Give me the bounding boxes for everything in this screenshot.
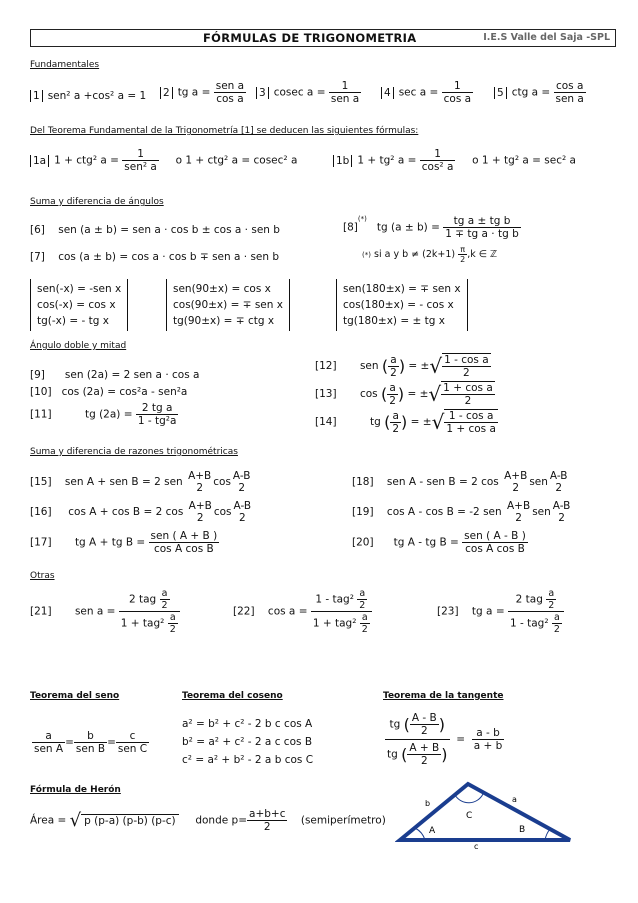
section-tangente: Teorema de la tangente	[383, 691, 504, 701]
numerator: 1 - cos a	[444, 354, 489, 366]
equals: =	[65, 736, 74, 749]
formula-tag: [23]	[437, 605, 459, 618]
heron-lhs: Área =	[30, 814, 67, 827]
fraction	[388, 354, 399, 379]
identity-line: sen(180±x) = ∓ sen x	[343, 283, 461, 295]
denominator: 1 - tg²a	[137, 415, 177, 427]
numerator: tg ( $\frac{A - B}{2}$ )	[389, 712, 445, 737]
fraction	[472, 727, 505, 752]
formula-6	[30, 224, 280, 236]
fraction	[311, 588, 372, 635]
vertex-label-C: C	[466, 811, 473, 821]
fraction	[136, 402, 179, 427]
formula-tag: 3	[256, 87, 269, 99]
formula-1b	[333, 148, 576, 173]
formula-16	[30, 500, 253, 524]
formula-lhs: tg A - tg B =	[393, 536, 459, 549]
section-fundamentales: Fundamentales	[30, 60, 100, 70]
denominator: sen A	[34, 743, 64, 755]
numerator: A-B	[552, 500, 571, 512]
fraction	[458, 245, 467, 264]
fraction	[546, 588, 556, 611]
denominator-text: 1 + tag²	[312, 617, 357, 630]
denominator: 2	[555, 482, 563, 494]
formula-tag: [8]	[343, 221, 358, 234]
heron-note: (semiperímetro)	[300, 814, 386, 827]
formula-8	[343, 215, 521, 240]
formula-lhs: ctg a =	[511, 86, 551, 99]
fraction	[551, 500, 573, 524]
formula-15	[30, 470, 253, 494]
identity-line: cos(180±x) = - cos x	[343, 299, 454, 311]
fraction	[407, 742, 441, 767]
fraction	[329, 80, 361, 105]
numerator: a	[548, 588, 555, 599]
fraction	[552, 612, 562, 635]
denominator: a + b	[473, 740, 503, 752]
denominator-text: 1 + tag²	[120, 617, 165, 630]
numerator: A+B	[188, 470, 212, 482]
fraction	[387, 382, 398, 407]
side-label-b: b	[425, 799, 431, 808]
formula-tag: [15]	[30, 476, 52, 488]
formula-mid: sen	[532, 506, 551, 518]
formula-tag: [6]	[30, 224, 45, 236]
denominator: 2	[196, 512, 204, 524]
formula-lhs: cosec a =	[273, 86, 326, 99]
formula-eq: = ±	[407, 388, 429, 400]
denominator: cos a	[443, 93, 472, 105]
numerator: sen a	[215, 80, 245, 92]
formula-tag: [17]	[30, 536, 52, 549]
formula-mid: sen	[529, 476, 548, 488]
fraction	[116, 730, 149, 755]
formula-fn: cos	[359, 388, 378, 400]
denominator	[119, 611, 180, 635]
denominator: 2	[238, 512, 246, 524]
formula-3	[256, 80, 361, 105]
formula-text: sen² a +cos² a = 1	[47, 90, 147, 102]
denominator: sen a	[330, 93, 360, 105]
numerator-text: 1 - tag²	[315, 593, 354, 606]
formula-text: cos (2a) = cos²a - sen²a	[61, 386, 188, 398]
fraction	[160, 588, 170, 611]
numerator	[311, 588, 372, 611]
identity-line: sen(90±x) = cos x	[173, 283, 271, 295]
fraction	[385, 712, 450, 767]
formula-alt: o 1 + ctg² a = cosec² a	[175, 154, 298, 167]
section-doble: Ángulo doble y mitad	[30, 341, 127, 351]
denominator: 2	[515, 512, 522, 524]
formula-tag: [7]	[30, 251, 45, 263]
formula-tag: 2	[160, 87, 173, 99]
denominator: cos a	[214, 92, 246, 105]
numerator: A-B	[233, 500, 252, 512]
equals: =	[456, 733, 465, 746]
denominator: sen C	[117, 743, 148, 755]
formula-4	[381, 80, 473, 105]
formula-23	[437, 588, 564, 635]
numerator: π	[460, 245, 466, 254]
formula-tag: [22]	[233, 605, 255, 618]
denominator: 2	[441, 394, 495, 407]
fraction	[32, 730, 65, 755]
formula-tag: [21]	[30, 605, 52, 618]
tg-label: tg	[389, 718, 401, 731]
denominator: 2	[196, 482, 203, 494]
fraction	[554, 80, 586, 105]
formula-tag: 1	[30, 90, 43, 102]
equals: =	[107, 736, 116, 749]
formula-lhs: sec a =	[398, 86, 439, 99]
formula-9	[30, 369, 199, 381]
numerator: a+b+c	[249, 808, 286, 820]
formula-20	[352, 530, 528, 555]
numerator: a	[390, 353, 397, 366]
denominator-text: 1 - tag²	[509, 617, 549, 630]
numerator: a	[169, 612, 176, 623]
numerator: A + B	[409, 742, 440, 754]
denominator: 2	[238, 482, 246, 494]
denominator: sen² a	[124, 161, 157, 173]
formula-14: [14] tg ( $\frac{a}{2}$ ) = ±√ $\frac{\text{1 - cos a}}{\text{1 + cos a}}$	[315, 409, 496, 435]
triangle-diagram	[395, 780, 575, 850]
numerator: a	[45, 730, 52, 742]
formula-12: [12] sen ( $\frac{a}{2}$ ) = ±√ $\frac{\text{1 - cos a}}{2}$	[315, 353, 489, 379]
section-otras: Otras	[30, 571, 55, 581]
fraction	[186, 470, 213, 494]
section-derived: Del Teorema Fundamental de la Trigonometría [1] se deducen las siguientes fórmulas:	[30, 126, 419, 136]
law-of-tangents	[385, 712, 504, 767]
denominator: 2	[558, 512, 565, 524]
numerator: a	[161, 588, 168, 599]
formula-lhs: tg a =	[471, 605, 505, 618]
numerator: 1 + cos a	[443, 382, 493, 394]
fraction	[357, 588, 367, 611]
fraction	[442, 80, 473, 105]
formula-tag: [9]	[30, 369, 45, 381]
formula-22	[233, 588, 372, 635]
fraction	[502, 470, 529, 494]
denominator: 1 + cos a	[446, 423, 496, 435]
vertex-label-A: A	[429, 826, 436, 836]
formula-lhs: sen a =	[74, 605, 116, 618]
numerator: A+B	[507, 500, 531, 512]
heron-donde: donde p=	[195, 814, 248, 827]
numerator: a	[361, 612, 368, 623]
formula-10	[30, 386, 187, 398]
formula-lhs: tg (2a) =	[84, 408, 133, 421]
denominator: 2	[548, 600, 555, 611]
formula-text: sen (2a) = 2 sen a · cos a	[64, 369, 200, 381]
numerator: sen ( A + B )	[150, 530, 218, 542]
numerator: A+B	[188, 500, 212, 512]
fraction	[390, 410, 401, 435]
formula-lhs: 1 + tg² a =	[357, 154, 417, 167]
denominator: cos² a	[421, 161, 454, 173]
formula-tag: [13]	[315, 388, 337, 400]
numerator: 1	[341, 80, 349, 92]
formula-21	[30, 588, 180, 635]
condition-note	[362, 245, 497, 264]
identity-line: tg(90±x) = ∓ ctg x	[173, 315, 275, 327]
formula-lhs: sen A + sen B = 2 sen	[64, 476, 183, 488]
fraction	[441, 381, 495, 407]
identities-90	[166, 279, 290, 331]
formula-19	[352, 500, 572, 524]
fraction	[168, 612, 178, 635]
formula-tag: [20]	[352, 536, 374, 549]
denominator: cos A cos B	[462, 542, 528, 555]
side-label-a: a	[512, 795, 517, 804]
numerator: tg a ± tg b	[453, 215, 511, 227]
formula-7	[30, 251, 279, 263]
angle-arc-C	[455, 794, 483, 803]
formula-lhs: sen A - sen B = 2 cos	[386, 476, 499, 488]
formula-tag: [16]	[30, 506, 52, 518]
denominator: 2	[460, 255, 466, 264]
identity-line: cos(-x) = cos x	[37, 299, 116, 311]
formula-tag: [11]	[30, 408, 52, 421]
numerator: a	[389, 381, 396, 394]
denominator: 2	[407, 754, 441, 767]
numerator-text: 2 tag	[128, 593, 157, 606]
numerator-text: 2 tag	[515, 593, 543, 606]
formula-text: cos (a ± b) = cos a · cos b ∓ sen a · sen b	[58, 251, 280, 263]
numerator	[508, 588, 564, 611]
denominator: 1 ∓ tg a · tg b	[445, 228, 519, 240]
denominator: 2	[247, 820, 287, 833]
formula-lhs: 1 + ctg² a =	[54, 154, 119, 167]
formula-alt: o 1 + tg² a = sec² a	[472, 154, 576, 167]
header-box	[30, 29, 616, 47]
formula-lhs: tg a =	[177, 86, 211, 99]
formula-1a	[30, 148, 297, 173]
formula-lhs: tg A + tg B =	[74, 536, 146, 549]
denominator: 2	[359, 600, 366, 611]
denominator: 2	[169, 624, 176, 635]
law-of-cosines	[182, 715, 313, 769]
identity-line: sen(-x) = -sen x	[37, 283, 122, 295]
fraction	[149, 530, 220, 555]
numerator: a	[554, 612, 560, 623]
formula-lhs: cos A - cos B = -2 sen	[386, 506, 502, 518]
formula-2	[160, 80, 246, 105]
fraction	[122, 148, 159, 173]
tg-label: tg	[387, 748, 398, 761]
fraction	[420, 148, 456, 173]
formula-mid: cos	[213, 506, 232, 518]
fraction	[508, 588, 564, 635]
numerator: cos a	[555, 80, 584, 92]
school-name: I.E.S Valle del Saja -SPL	[483, 32, 610, 43]
fraction	[247, 808, 287, 833]
formula-eq: = ±	[410, 416, 432, 428]
fraction	[505, 500, 532, 524]
numerator: a	[359, 588, 366, 599]
fraction	[548, 470, 570, 494]
numerator: A-B	[232, 470, 251, 482]
fraction	[443, 215, 521, 240]
fraction	[74, 730, 107, 755]
denominator: sen a	[555, 93, 584, 105]
formula-tag: [10]	[30, 386, 52, 398]
formula-tag: [19]	[352, 506, 374, 518]
numerator: 1	[434, 148, 441, 160]
denominator: 2	[390, 366, 397, 379]
numerator: 1 - cos a	[448, 410, 494, 422]
denominator: 2	[389, 394, 396, 407]
section-seno: Teorema del seno	[30, 691, 120, 701]
vertex-label-B: B	[519, 825, 526, 835]
formula-lhs: tg (a ± b) =	[376, 221, 440, 234]
formula-tag: [12]	[315, 360, 337, 372]
cosine-line: b² = a² + c² - 2 a c cos B	[182, 736, 313, 748]
triangle-shape	[400, 784, 570, 840]
page-title: FÓRMULAS DE TRIGONOMETRIA	[203, 31, 417, 45]
formula-tag: [14]	[315, 416, 337, 428]
section-suma: Suma y diferencia de ángulos	[30, 197, 164, 207]
formula-11	[30, 402, 178, 427]
fraction	[360, 612, 370, 635]
denominator	[508, 611, 564, 635]
asterisk-note: (*)	[362, 251, 371, 259]
numerator: b	[87, 730, 94, 742]
numerator: a - b	[476, 727, 500, 739]
denominator: 2	[442, 366, 491, 379]
denominator: sen B	[75, 743, 106, 755]
formula-tag: 5	[494, 87, 507, 99]
numerator	[119, 588, 180, 611]
denominator: 2	[410, 724, 439, 737]
denominator: 2	[161, 600, 168, 611]
numerator: A - B	[411, 712, 437, 724]
numerator: sen ( A - B )	[464, 530, 526, 542]
fraction	[187, 500, 214, 524]
identities-180	[336, 279, 468, 331]
law-of-sines	[32, 730, 149, 755]
numerator: A+B	[504, 470, 528, 482]
cosine-line: a² = b² + c² - 2 b c cos A	[182, 718, 313, 730]
heron-radicand: p (p-a) (p-b) (p-c)	[81, 814, 179, 827]
formula-17	[30, 530, 219, 555]
formula-fn: sen	[359, 360, 379, 372]
fraction	[444, 409, 498, 435]
fraction	[462, 530, 528, 555]
formula-lhs: cos A + cos B = 2 cos	[68, 506, 184, 518]
side-label-c: c	[474, 842, 479, 850]
numerator: c	[129, 730, 136, 742]
identities-negative	[30, 279, 128, 331]
condition-end: ,k ∈ ℤ	[467, 249, 498, 260]
denominator: cos A cos B	[149, 542, 220, 555]
formula-tag: 1b	[333, 155, 352, 167]
formula-tag: 1a	[30, 155, 49, 167]
denominator: 2	[361, 624, 368, 635]
fraction	[232, 500, 254, 524]
fraction	[214, 80, 246, 105]
formula-1	[30, 90, 146, 102]
cosine-line: c² = a² + b² - 2 a b cos C	[182, 754, 314, 766]
numerator: a	[392, 409, 399, 422]
denominator: tg ( $\frac{A + B}{2}$ )	[385, 739, 450, 767]
denominator	[311, 611, 372, 635]
denominator: 2	[512, 482, 520, 494]
formula-13: [13] cos ( $\frac{a}{2}$ ) = ±√ $\frac{\text{1 + cos a}}{2}$	[315, 381, 493, 407]
numerator: 1	[454, 80, 461, 92]
formula-5	[494, 80, 586, 105]
formula-tag: [18]	[352, 476, 374, 488]
denominator: 2	[392, 422, 400, 435]
section-heron: Fórmula de Herón	[30, 785, 121, 795]
asterisk-note: (*)	[357, 215, 367, 223]
heron-formula: Área = √ p (p-a) (p-b) (p-c) donde p= $\frac{a+b+c}{2}$ (semiperímetro)	[30, 808, 386, 833]
denominator: 2	[553, 624, 560, 635]
formula-lhs: cos a =	[267, 605, 308, 618]
formula-fn: tg	[369, 416, 381, 428]
numerator: 1	[137, 148, 144, 160]
fraction	[231, 470, 253, 494]
fraction	[119, 588, 180, 635]
identity-line: tg(-x) = - tg x	[37, 315, 109, 327]
numerator: 2 tg a	[141, 402, 173, 414]
formula-eq: = ±	[408, 360, 430, 372]
formula-tag: 4	[381, 87, 394, 99]
numerator: A-B	[549, 470, 568, 482]
formula-18	[352, 470, 569, 494]
condition-text: si a y b ≠ (2k+1)	[374, 249, 456, 260]
formula-text: sen (a ± b) = sen a · cos b ± cos a · sen b	[58, 224, 280, 236]
section-coseno: Teorema del coseno	[182, 691, 283, 701]
formula-mid: cos	[213, 476, 231, 488]
fraction	[442, 353, 491, 379]
identity-line: tg(180±x) = ± tg x	[343, 315, 445, 327]
identity-line: cos(90±x) = ∓ sen x	[173, 299, 283, 311]
section-razones: Suma y diferencia de razones trigonométricas	[30, 447, 238, 457]
fraction	[410, 712, 439, 737]
